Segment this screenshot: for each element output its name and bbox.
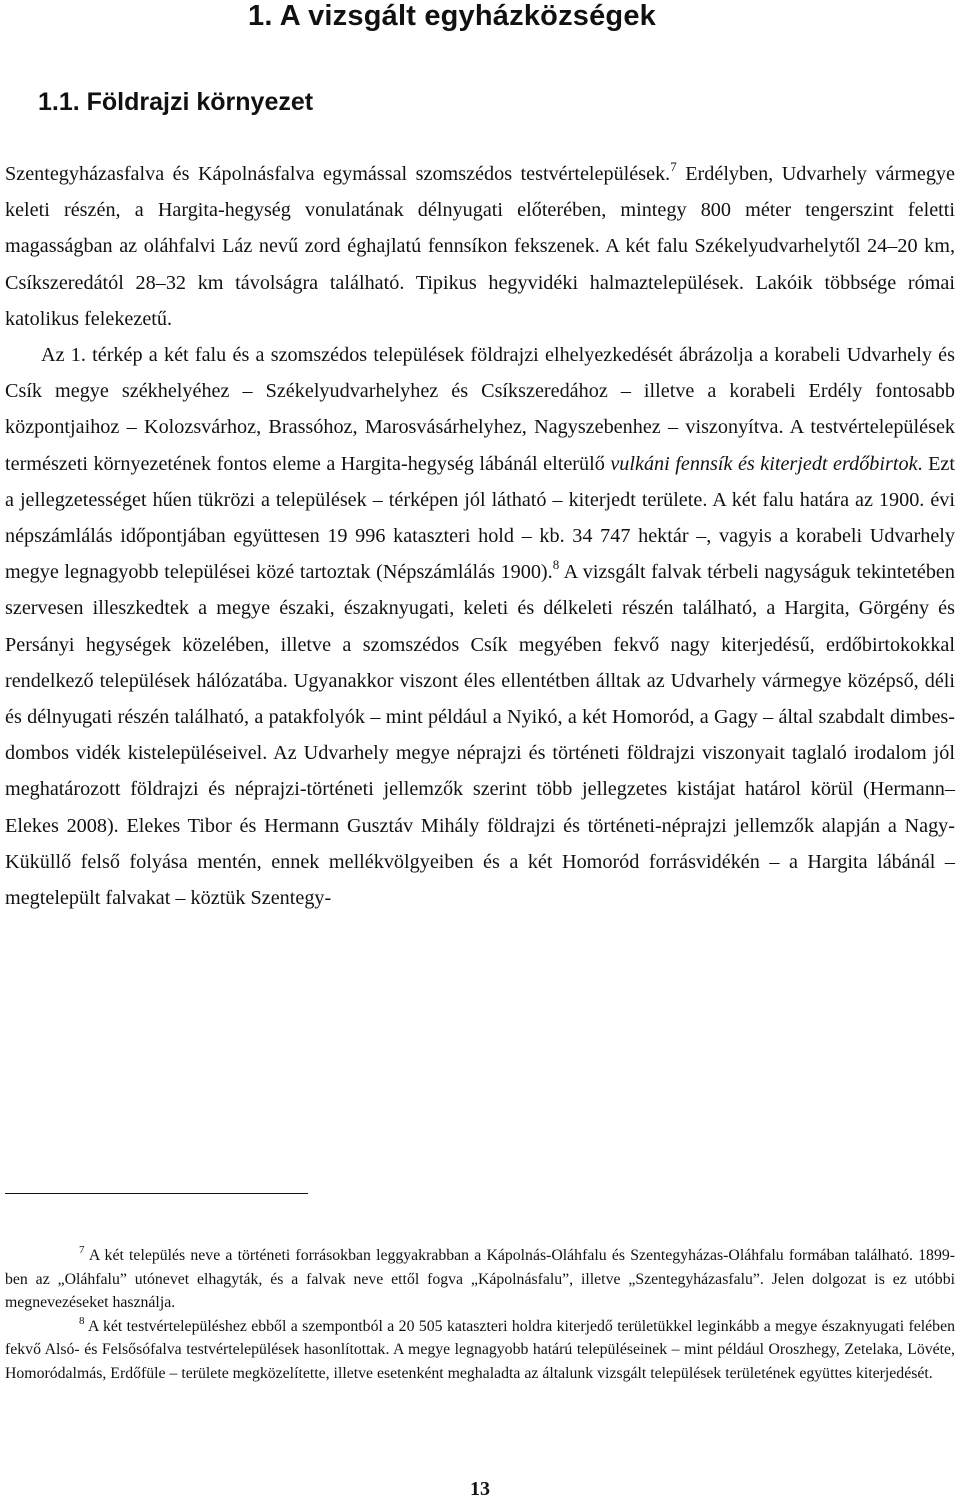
paragraph-1-text-a: Szentegyházasfalva és Kápolnásfalva egymással szomszédos testvértelepülések.: [5, 163, 671, 185]
footnote-ref-7[interactable]: 7: [670, 159, 677, 174]
paragraph-2-text-c: A vizsgált falvak térbeli nagyságuk tekintetében szervesen illeszkedtek a megye északi, északnyugati, keleti és délkeleti részén található, a Hargita, Görgény és Persányi hegységek közelében, illetve a szomszédos Csík megyében fekvő nagy kiterjedésű, erdőbirtokokkal rendelkező települések hálózatába. Ugyanakkor viszont éles ellentétben álltak az Udvarhely vármegye középső, déli és délnyugati részén található, a patakfolyók – mint például a Nyikó, a két Homoród, a Gagy – által szabdalt dimbes-dombos vidék kistelepüléseivel. Az Udvarhely megye néprajzi és történeti földrajzi viszonyait taglaló irodalom jól meghatározott földrajzi és néprajzi-történeti jellemzők szerint több jellegzetes kistájat határol körül (Hermann–Elekes 2008). Elekes Tibor és Hermann Gusztáv Mihály földrajzi és történeti-néprajzi jellemzők alapján a Nagy-Küküllő felső folyása mentén, ennek mellékvölgyeiben és a két Homoród forrásvidékén – a Hargita lábánál – megtelepült falvakat – köztük Szentegy-: [5, 561, 955, 910]
paragraph-2: [5, 337, 955, 916]
footnote-ref-8[interactable]: 8: [552, 557, 560, 573]
paragraph-1: [5, 156, 955, 337]
footnote-7: [5, 1244, 955, 1315]
chapter-title: 1. A vizsgált egyházközségek: [248, 0, 657, 32]
footnote-8-text: A két testvértelepüléshez ebből a szempontból a 20 505 kataszteri holdra kiterjedő területükkel leginkább a megye északnyugati felében fekvő Alsó- és Felsősófalva testvértelepülések hasonlítottak. A megye legnagyobb határú településeinek – mint például Oroszhegy, Zetelaka, Lövéte, Homoródalmás, Erdőfüle – területe megközelítette, illetve esetenként meghaladta az általunk vizsgált települések területének együttes kiterjedését.: [5, 1317, 955, 1382]
paragraph-2-text-a: Az 1. térkép a két falu és a szomszédos települések földrajzi elhelyezkedését ábrázolja a korabeli Udvarhely és Csík megye székhelyéhez – Székelyudvarhelyhez és Csíkszeredához – illetve a korabeli Erdély fontosabb központjaihoz – Kolozsvárhoz, Brassóhoz, Marosvásárhelyhez, Nagyszebenhez – viszonyítva. A testvértelepülések természeti környezetének fontos eleme a Hargita-hegység lábánál elterülő: [5, 344, 955, 475]
paragraph-2-italic: vulkáni fennsík és kiterjedt erdőbirtok: [610, 452, 918, 475]
body-text: [5, 156, 955, 916]
footnotes: [5, 1244, 955, 1386]
paragraph-1-text-b: Erdélyben, Udvarhely vármegye keleti részén, a Hargita-hegység vonulatának délnyugati előterében, mintegy 800 méter tengerszint feletti magasságban az oláhfalvi Láz nevű zord éghajlatú fennsíkon fekszenek. A két falu Székelyudvarhelytől 24–20 km, Csíkszeredától 28–32 km távolságra található. Tipikus hegyvidéki halmaztelepülések. Lakóik többsége római katolikus felekezetű.: [5, 163, 955, 330]
page-number: 13: [470, 1478, 490, 1500]
footnote-7-text: A két település neve a történeti forrásokban leggyakrabban a Kápolnás-Oláhfalu és Szentegyházas-Oláhfalu formában található. 1899-ben az „Oláhfalu” utónevet elhagyták, és a falvak neve ettől fogva „Kápolnásfalu”, illetve „Szentegyházasfalu”. Jelen dolgozat is ez utóbbi megnevezéseket használja.: [5, 1247, 955, 1312]
footnote-7-number: 7: [79, 1244, 85, 1256]
paragraph-2-text-b: . Ezt a jellegzetességet hűen tükrözi a települések – térképen jól látható – kiterjedt területe. A két falu határa az 1900. évi népszámlálás időpontjában együttesen 19 996 kataszteri hold – kb. 34 747 hektár –, vagyis a korabeli Udvarhely megye legnagyobb települései közé tartoztak (Népszámlálás 1900).: [5, 452, 955, 584]
section-title: 1.1. Földrajzi környezet: [38, 88, 314, 116]
footnote-8: [5, 1315, 955, 1386]
footnote-separator: [5, 1193, 308, 1194]
footnote-8-number: 8: [79, 1314, 85, 1327]
